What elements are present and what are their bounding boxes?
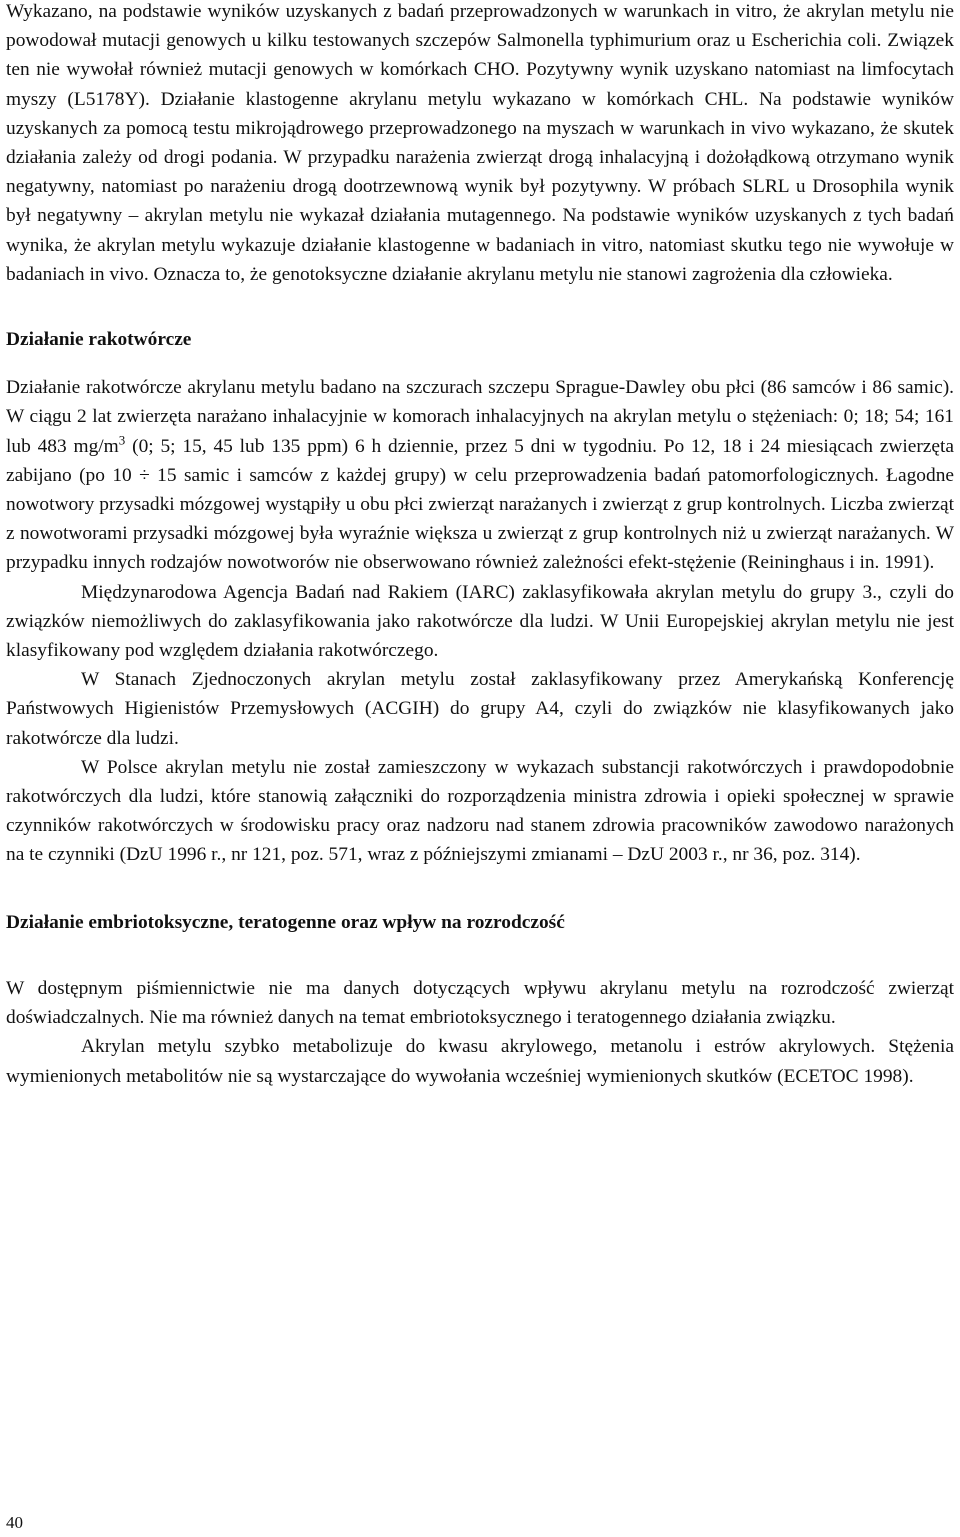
paragraph-text: Działanie rakotwórcze akrylanu metylu badano na szczurach szczepu Sprague-Dawley obu płci (86 samców i 86 samic). W ciągu 2 lat zwierzęta narażano inhalacyjnie w komorach inhalacyjnych na akrylan metylu o stężeniach: 0; 18; 54; 161 lub 483 mg/m: [6, 377, 954, 457]
section-heading-carcinogenicity: Działanie rakotwórcze: [6, 329, 192, 351]
document-page: [6, 0, 954, 1091]
paragraph-genotoxicity: Wykazano, na podstawie wyników uzyskanych z badań przeprowadzonych w warunkach in vitro, że akrylan metylu nie powodował mutacji genowych u kilku testowanych szczepów Salmonella typhimurium oraz u Escherichia coli. Związek ten nie wywołał również mutacji genowych w komórkach CHO. Pozytywny wynik uzyskano natomiast na limfocytach myszy (L5178Y). Działanie klastogenne akrylanu metylu wykazano w komórkach CHL. Na podstawie wyników uzyskanych za pomocą testu mikrojądrowego przeprowadzonego na myszach w warunkach in vivo wykazano, że skutek działania zależy od drogi podania. W przypadku narażenia zwierząt drogą inhalacyjną i dożołądkową otrzymano wynik negatywny, natomiast po narażeniu drogą dootrzewnową wynik był pozytywny. W próbach SLRL u Drosophila wynik był negatywny – akrylan metylu nie wykazał działania mutagennego. Na podstawie wyników uzyskanych z tych badań wynika, że akrylan metylu wykazuje działanie klastogenne w badaniach in vitro, natomiast skutku tego nie wywołuje w badaniach in vivo. Oznacza to, że genotoksyczne działanie akrylanu metylu nie stanowi zagrożenia dla człowieka.: [6, 1, 954, 285]
paragraph-reproduction-data: W dostępnym piśmiennictwie nie ma danych dotyczących wpływu akrylanu metylu na rozrodczość zwierząt doświadczalnych. Nie ma również danych na temat embriotoksycznego i teratogennego działania związku.: [6, 977, 954, 1029]
paragraph-acgih: W Stanach Zjednoczonych akrylan metylu został zaklasyfikowany przez Amerykańską Konferencję Państwowych Higienistów Przemysłowych (ACGIH) do grupy A4, czyli do związków nie klasyfikowanych jako rakotwórcze dla ludzi.: [6, 669, 954, 749]
paragraph-metabolism: Akrylan metylu szybko metabolizuje do kwasu akrylowego, metanolu i estrów akrylowych. Stężenia wymienionych metabolitów nie są wystarczające do wywołania wcześniej wymienionych skutków (ECETOC 1998).: [6, 1036, 954, 1087]
paragraph-iarc: Międzynarodowa Agencja Badań nad Rakiem (IARC) zaklasyfikowała akrylan metylu do grupy 3., czyli do związków niemożliwych do zaklasyfikowania jako rakotwórcze dla ludzi. W Unii Europejskiej akrylan metylu nie jest klasyfikowany pod względem działania rakotwórczego.: [6, 581, 954, 662]
section-heading-reproduction: Działanie embriotoksyczne, teratogenne oraz wpływ na rozrodczość: [6, 911, 565, 933]
paragraph-poland: W Polsce akrylan metylu nie został zamieszczony w wykazach substancji rakotwórczych i prawdopodobnie rakotwórczych dla ludzi, które stanowią załączniki do rozporządzenia ministra zdrowia i opieki społecznej w sprawie czynników rakotwórczych w środowisku pracy oraz nadzoru nad stanem zdrowia pracowników zawodowo narażonych na te czynniki (DzU 1996 r., nr 121, poz. 571, wraz z późniejszymi zmianami – DzU 2003 r., nr 36, poz. 314).: [6, 756, 954, 866]
paragraph-carcinogenicity-study: [6, 373, 954, 577]
paragraph-text-cont: (0; 5; 15, 45 lub 135 ppm) 6 h dziennie, przez 5 dni w tygodniu. Po 12, 18 i 24 miesiącach zwierzęta zabijano (po 10 ÷ 15 samic i samców z każdej grupy) w celu przeprowadzenia badań patomorfologicznych. Łagodne nowotwory przysadki mózgowej wystąpiły u obu płci zwierząt narażanych i zwierząt z grup kontrolnych. Liczba zwierząt z nowotworami przysadki mózgowej była wyraźnie większa u zwierząt z grup kontrolnych niż u zwierząt narażanych. W przypadku innych rodzajów nowotworów nie obserwowano również zależności efekt-stężenie (Reininghaus i in. 1991).: [6, 435, 954, 574]
superscript: 3: [118, 432, 126, 448]
page-number: 40: [6, 1513, 23, 1532]
